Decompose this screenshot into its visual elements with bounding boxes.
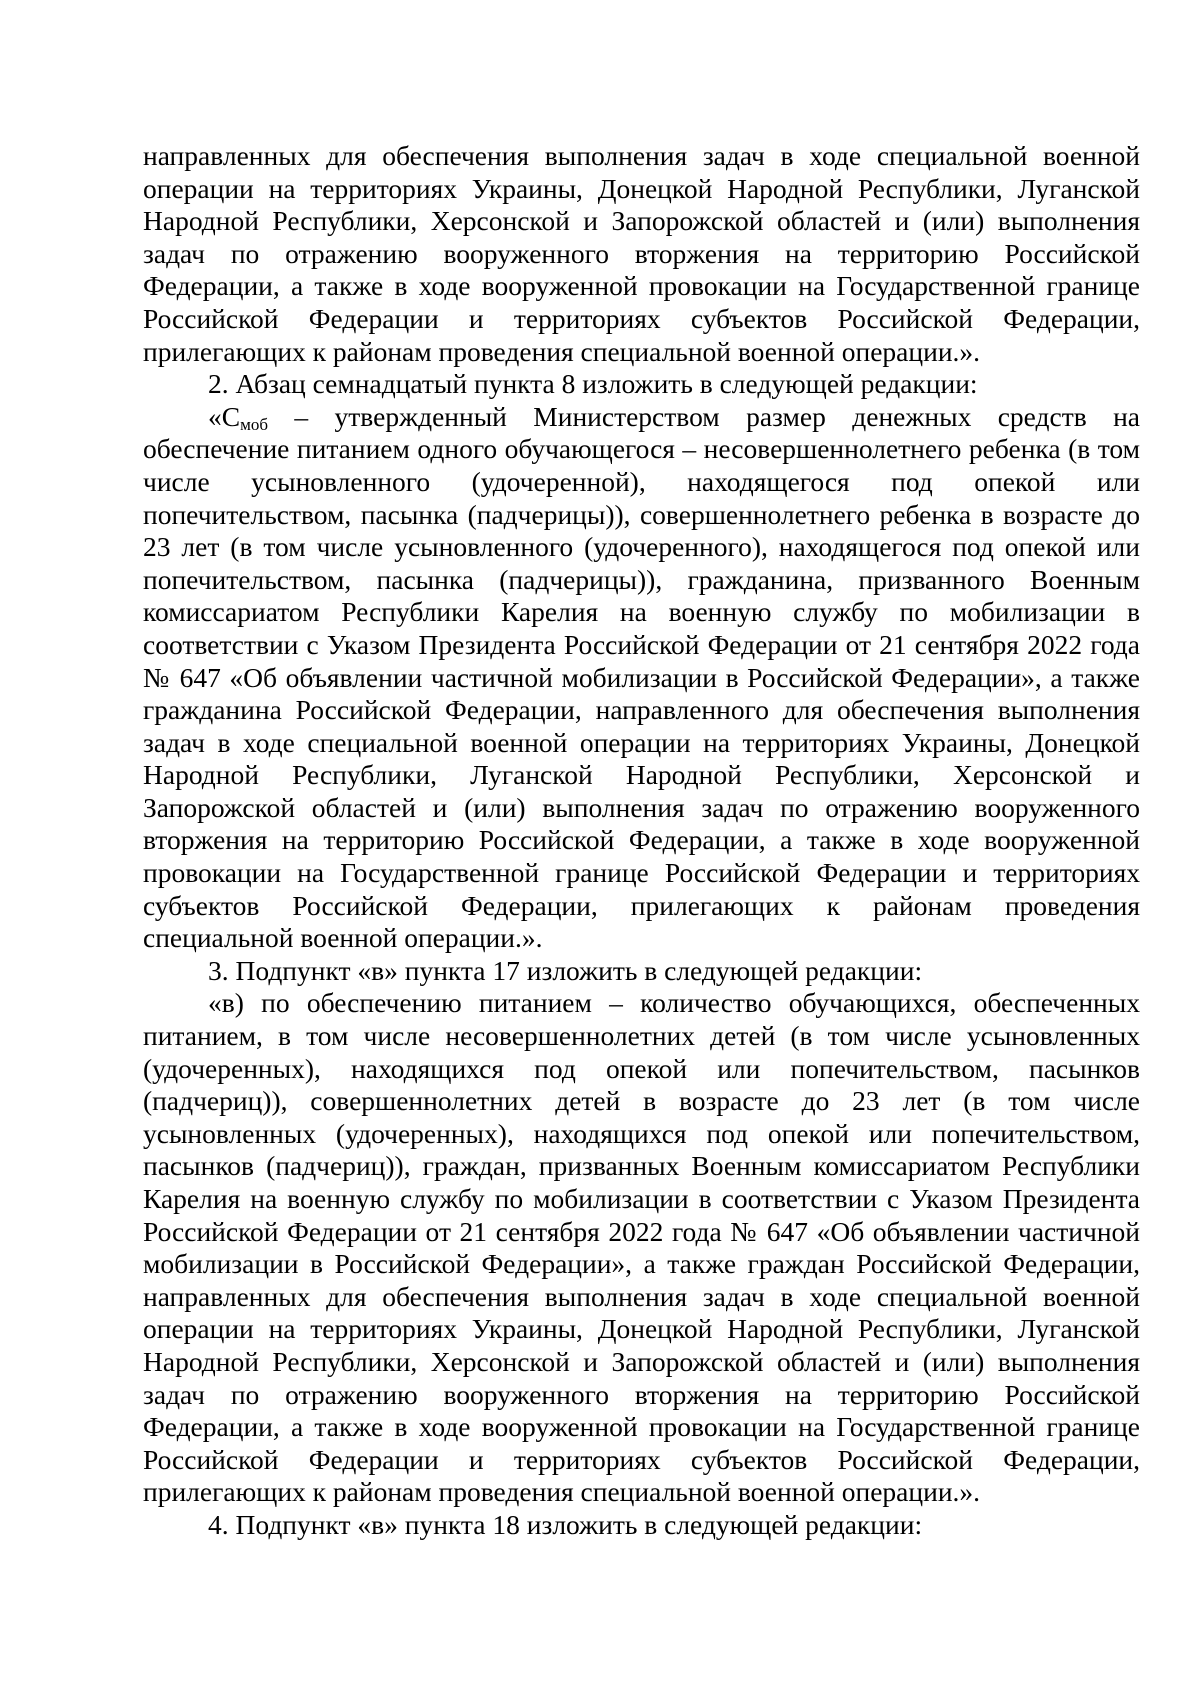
paragraph-continuation: направленных для обеспечения выполнения задач в ходе специальной военной операции на территориях Украины, Донецкой Народной Республики, Луганской Народной Республики, Херсонской и Запорожской областей и (или) выполнения задач по отражению вооруженного вторжения на территорию Российской Федерации, а также в ходе вооруженной провокации на Государственной границе Российской Федерации и территориях субъектов Российской Федерации, прилегающих к районам проведения специальной военной операции.». [143, 140, 1140, 367]
item-2-quote-open: «С [208, 400, 241, 432]
item-2-subscript: моб [240, 414, 269, 434]
item-2-text: – утвержденный Министерством размер денежных средств на обеспечение питанием одного обучающегося – несовершеннолетнего ребенка (в том числе усыновленного (удочеренной), находящегося под опекой или попечительством, пасынка (падчерицы)), совершеннолетнего ребенка в возрасте до 23 лет (в том числе усыновленного (удочеренного), находящегося под опекой или попечительством, пасынка (падчерицы)), гражданина, призванного Военным комиссариатом Республики Карелия на военную службу по мобилизации в соответствии с Указом Президента Российской Федерации от 21 сентября 2022 года № 647 «Об объявлении частичной мобилизации в Российской Федерации», а также гражданина Российской Федерации, направленного для обеспечения выполнения задач в ходе специальной военной операции на территориях Украины, Донецкой Народной Республики, Луганской Народной Республики, Херсонской и Запорожской областей и (или) выполнения задач по отражению вооруженного вторжения на территорию Российской Федерации, а также в ходе вооруженной провокации на Государственной границе Российской Федерации и территориях субъектов Российской Федерации, прилегающих к районам проведения специальной военной операции.». [143, 400, 1140, 954]
item-3-paragraph: «в) по обеспечению питанием – количество обучающихся, обеспеченных питанием, в том числе несовершеннолетних детей (в том числе усыновленных (удочеренных), находящихся под опекой или попечительством, пасынков (падчериц)), совершеннолетних детей в возрасте до 23 лет (в том числе усыновленных (удочеренных), находящихся под опекой или попечительством, пасынков (падчериц)), граждан, призванных Военным комиссариатом Республики Карелия на военную службу по мобилизации в соответствии с Указом Президента Российской Федерации от 21 сентября 2022 года № 647 «Об объявлении частичной мобилизации в Российской Федерации», а также граждан Российской Федерации, направленных для обеспечения выполнения задач в ходе специальной военной операции на территориях Украины, Донецкой Народной Республики, Луганской Народной Республики, Херсонской и Запорожской областей и (или) выполнения задач по отражению вооруженного вторжения на территорию Российской Федерации, а также в ходе вооруженной провокации на Государственной границе Российской Федерации и территориях субъектов Российской Федерации, прилегающих к районам проведения специальной военной операции.». [143, 987, 1140, 1508]
document-body [143, 140, 1140, 1542]
item-2-paragraph [143, 401, 1140, 955]
item-4-heading: 4. Подпункт «в» пункта 18 изложить в следующей редакции: [208, 1508, 923, 1540]
item-3-heading: 3. Подпункт «в» пункта 17 изложить в следующей редакции: [208, 954, 923, 986]
item-2-heading: 2. Абзац семнадцатый пункта 8 изложить в следующей редакции: [208, 368, 978, 400]
